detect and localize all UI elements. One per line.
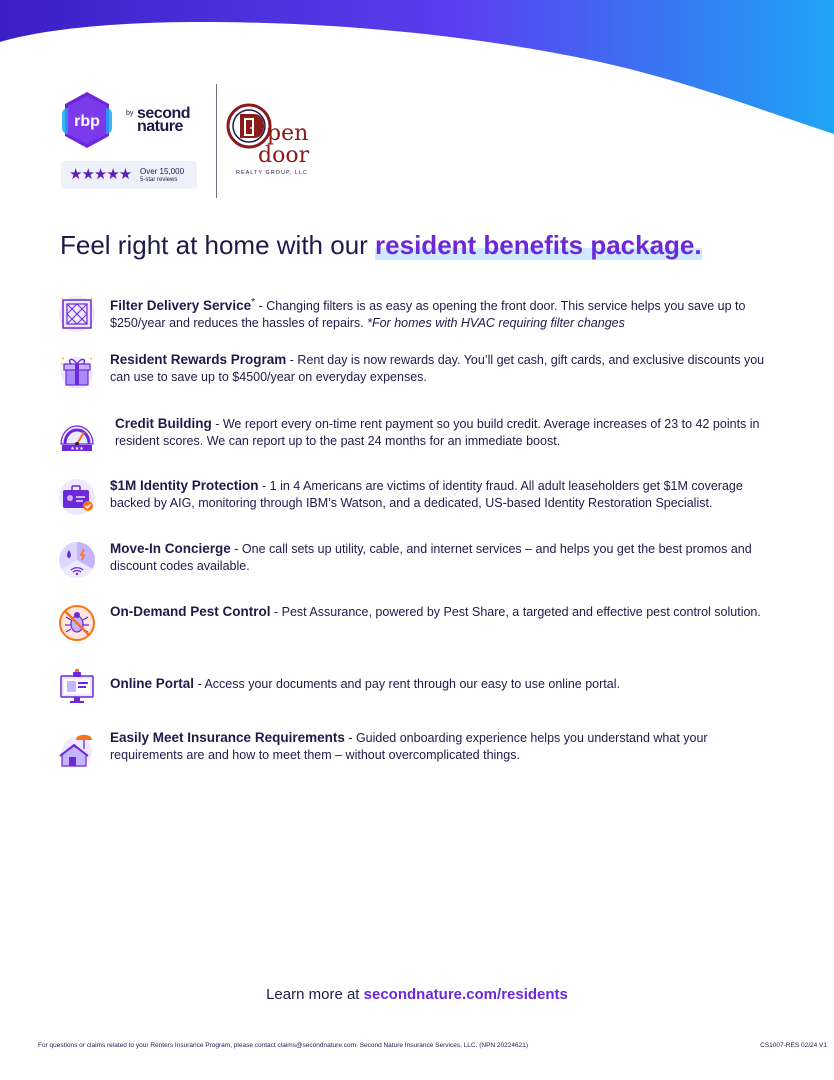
benefit-body: Guided onboarding experience helps you understand what your requirements are and how to meet them – without overcomplicated things. — [110, 731, 708, 762]
reviews-label: 5-star reviews — [140, 177, 178, 183]
headline-highlight: resident benefits package. — [375, 230, 702, 260]
benefit-text — [110, 676, 778, 693]
rbp-by: by — [126, 110, 134, 117]
benefit-title: $1M Identity Protection — [110, 478, 259, 493]
benefit-body: We report every on-time rent payment so you build credit. Average increases of 23 to 42 points in resident scores. We can report up to the past 24 months for an immediate boost. — [115, 417, 760, 448]
insurance-umbrella-icon — [58, 730, 96, 768]
reviews-count: Over 15,000 — [140, 167, 185, 176]
header-wave — [0, 0, 834, 140]
benefit-note: *For homes with HVAC requiring filter changes — [367, 315, 625, 330]
utilities-icon — [58, 541, 96, 579]
learn-more — [0, 986, 834, 1003]
benefit-text — [110, 352, 778, 385]
partner-word-door: door — [258, 143, 310, 168]
pest-icon — [58, 604, 96, 642]
identity-card-icon — [58, 478, 96, 516]
partner-word-pen: pen — [267, 121, 309, 146]
benefit-title: On-Demand Pest Control — [110, 604, 271, 619]
brand-line-1: second — [137, 105, 191, 122]
benefit-text — [110, 604, 778, 621]
filter-icon — [58, 295, 96, 333]
partner-subtitle: REALTY GROUP, LLC — [236, 170, 309, 176]
benefit-text — [110, 478, 778, 511]
benefit-body: Pest Assurance, powered by Pest Share, a targeted and effective pest control solution. — [281, 605, 761, 619]
reviews-badge — [61, 161, 197, 189]
benefit-body: Access your documents and pay rent through our easy to use online portal. — [204, 677, 620, 691]
benefit-dash: - — [230, 542, 242, 556]
benefit-text — [110, 295, 778, 331]
svg-text:★★★: ★★★ — [70, 446, 84, 452]
benefit-title: Move-In Concierge — [110, 541, 231, 556]
benefit-dash: - — [344, 731, 356, 745]
benefit-dash: - — [258, 479, 270, 493]
rbp-logo-icon — [62, 90, 112, 152]
benefit-body: 1 in 4 Americans are victims of identity fraud. All adult leaseholders get $1M coverage backed by AIG, monitoring through IBM’s Watson, and a dedicated, US-based Identity Restoration Specialist. — [110, 479, 743, 510]
credit-gauge-icon — [58, 416, 96, 454]
reviews-text — [140, 167, 184, 185]
benefit-dash: - — [270, 605, 282, 619]
benefit-title: Online Portal — [110, 676, 195, 691]
benefit-text — [110, 730, 778, 763]
brand-line-2: nature — [137, 118, 183, 135]
residents-link[interactable]: secondnature.com/residents — [363, 986, 568, 1003]
benefit-title: Easily Meet Insurance Requirements — [110, 730, 345, 745]
benefit-dash: - — [286, 353, 298, 367]
document-code: CS1007-RES 02/24 V1 — [760, 1042, 827, 1049]
footer-disclaimer: For questions or claims related to your Renters Insurance Program, please contact claims@secondnature.com. Second Nature Insurance Services, LLC. (NPN 20224621) — [38, 1042, 529, 1049]
benefit-text — [115, 416, 783, 449]
benefit-title: Resident Rewards Program — [110, 352, 287, 367]
star-rating-icon: ★★★★★ — [69, 166, 132, 183]
benefit-body: Rent day is now rewards day. You’ll get cash, gift cards, and exclusive discounts you can use to save up to $4500/year on everyday expenses. — [110, 353, 765, 384]
benefit-body: One call sets up utility, cable, and internet services – and helps you get the best promos and discount codes available. — [110, 542, 752, 573]
benefit-title: Filter Delivery Service — [110, 298, 252, 314]
portal-monitor-icon — [58, 667, 96, 705]
rbp-mark: rbp — [74, 113, 100, 130]
logo-divider — [216, 84, 217, 198]
benefit-dash: - — [255, 299, 267, 314]
benefit-text — [110, 541, 778, 574]
gift-icon — [58, 352, 96, 390]
page-headline — [60, 230, 702, 261]
second-nature-brand — [137, 107, 190, 133]
learn-more-prefix: Learn more at — [266, 986, 364, 1003]
benefit-footnote-mark: * — [251, 297, 256, 308]
benefit-dash: - — [194, 677, 205, 691]
headline-prefix: Feel right at home with our — [60, 230, 376, 260]
benefit-dash: - — [211, 417, 223, 431]
benefit-title: Credit Building — [115, 416, 212, 431]
benefit-body: Changing filters is as easy as opening the front door. This service helps you save up to $250/year and reduces the hassles of repairs. — [110, 299, 746, 330]
